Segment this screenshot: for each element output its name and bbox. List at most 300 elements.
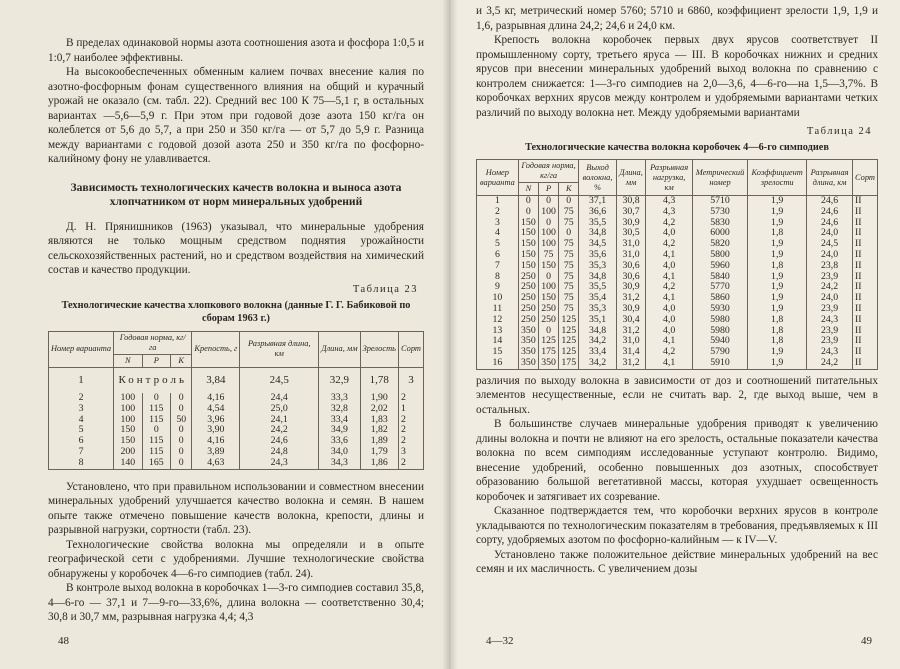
t24-cell-n: 0 xyxy=(518,196,538,207)
t24-cell-num: 12 xyxy=(477,315,519,326)
t24-cell-length: 30,5 xyxy=(616,228,646,239)
t24-row xyxy=(477,272,878,283)
t24-cell-p: 100 xyxy=(538,282,558,293)
t24-cell-num: 13 xyxy=(477,326,519,337)
t24-cell-k: 75 xyxy=(559,239,579,250)
t24-cell-yield: 34,8 xyxy=(579,272,616,283)
t24-cell-n: 250 xyxy=(518,293,538,304)
t23-cell-strength: 4,16 xyxy=(192,393,240,404)
t24-row xyxy=(477,336,878,347)
t24-cell-n: 250 xyxy=(518,272,538,283)
t23-cell-breaking: 24,3 xyxy=(240,458,319,469)
right-paragraph-4: В большинстве случаев минеральные удобрения приводят к увеличению длины волокна и почти не влияют на его зрелость, остальные показатели качества волокна по всем симподиям исследованные уступают контролю. Видимо, внесение удобрений, особенно повышенных доз азотных, способствует образованию большой вегетативной массы, которая ухудшает освещенность коробочек и затягивает их созревание. xyxy=(476,418,878,503)
t24-cell-coef: 1,9 xyxy=(748,347,807,358)
t23-row xyxy=(49,404,424,415)
t24-cell-grade: II xyxy=(852,282,877,293)
t24-cell-num: 15 xyxy=(477,347,519,358)
t24-cell-load: 4,1 xyxy=(646,293,693,304)
t24-header-norm: Годовая норма, кг/га xyxy=(518,160,579,183)
t24-cell-num: 1 xyxy=(477,196,519,207)
left-paragraph-3: Д. Н. Прянишников (1963) указывал, что минеральные удобрения являются не только мощным средством поднятия урожайности сельскохозяйственных растений, но и средством воздействия на химический состав и качество продукции. xyxy=(48,220,424,276)
t24-cell-num: 8 xyxy=(477,272,519,283)
t24-cell-coef: 1,9 xyxy=(748,207,807,218)
t24-header-grade: Сорт xyxy=(852,160,877,196)
t23-cell-grade: 2 xyxy=(398,415,423,426)
t23-cell-length: 34,3 xyxy=(319,458,360,469)
t24-cell-breaking: 23,9 xyxy=(807,336,853,347)
t24-cell-yield: 35,5 xyxy=(579,218,616,229)
t24-cell-breaking: 24,3 xyxy=(807,315,853,326)
table-24 xyxy=(476,159,878,370)
table-24-caption: Таблица 24 xyxy=(806,126,872,137)
t24-cell-p: 0 xyxy=(538,272,558,283)
t24-cell-p: 250 xyxy=(538,304,558,315)
t24-cell-load: 4,0 xyxy=(646,261,693,272)
t24-cell-n: 250 xyxy=(518,304,538,315)
t23-cell-maturity: 1,82 xyxy=(360,425,398,436)
t23-cell-breaking: 24,6 xyxy=(240,436,319,447)
t24-row xyxy=(477,228,878,239)
page-number-left: 48 xyxy=(58,635,69,647)
t23-cell-p: 115 xyxy=(142,436,170,447)
t23-cell-p: 0 xyxy=(142,393,170,404)
left-paragraph-2: На высокообеспеченных обменным калием почвах внесение калия по азотно-фосфорным фонам существенного влияния на общий и курачный урожай не оказало (см. табл. 22). Средний вес 100 К 75—5,1 г, в остальных вариантах —5,6—5,9 г. При этом при годовой дозе азота 150 кг/га он колеблется от 5,6 до 5,7, а при 250 и 350 кг/га — от 5,7 до 5,9 г. Разница между вариантами с годовой дозой азота 250 и 350 кг/га по фосфорно-калийному фону не улавливается. xyxy=(48,66,424,165)
t24-row xyxy=(477,239,878,250)
t23-cell-strength: 3,84 xyxy=(192,367,240,393)
t24-cell-coef: 1,9 xyxy=(748,293,807,304)
t24-cell-grade: II xyxy=(852,261,877,272)
t23-cell-n: 100 xyxy=(114,393,142,404)
t24-cell-breaking: 23,9 xyxy=(807,304,853,315)
t24-cell-metric: 5980 xyxy=(692,326,747,337)
t24-row xyxy=(477,250,878,261)
t23-control-row xyxy=(49,367,424,393)
t24-row xyxy=(477,218,878,229)
t23-cell-p: 165 xyxy=(142,458,170,469)
t24-cell-n: 350 xyxy=(518,336,538,347)
t24-cell-num: 6 xyxy=(477,250,519,261)
t24-cell-breaking: 23,9 xyxy=(807,272,853,283)
t23-cell-strength: 3,96 xyxy=(192,415,240,426)
t24-cell-grade: II xyxy=(852,218,877,229)
t23-header-norm: Годовая норма, кг/га xyxy=(114,331,192,354)
t23-cell-strength: 4,63 xyxy=(192,458,240,469)
t23-cell-strength: 3,90 xyxy=(192,425,240,436)
t23-row xyxy=(49,415,424,426)
t24-cell-k: 0 xyxy=(559,196,579,207)
t24-cell-length: 30,6 xyxy=(616,272,646,283)
t23-header-breaking: Разрывная длина, км xyxy=(240,331,319,367)
t24-cell-yield: 34,2 xyxy=(579,358,616,369)
t23-cell-k: 0 xyxy=(171,425,192,436)
t23-cell-length: 33,6 xyxy=(319,436,360,447)
t23-cell-breaking: 25,0 xyxy=(240,404,319,415)
t24-cell-p: 350 xyxy=(538,358,558,369)
t24-cell-n: 250 xyxy=(518,282,538,293)
t23-cell-n: 150 xyxy=(114,425,142,436)
t24-cell-k: 175 xyxy=(559,358,579,369)
t24-cell-metric: 5730 xyxy=(692,207,747,218)
t24-cell-k: 75 xyxy=(559,207,579,218)
t23-cell-length: 34,9 xyxy=(319,425,360,436)
t24-header-breaking: Разрывная длина, км xyxy=(807,160,853,196)
t24-cell-grade: II xyxy=(852,336,877,347)
t23-header-k: K xyxy=(171,354,192,367)
t23-header-n: N xyxy=(114,354,142,367)
right-paragraph-2: Крепость волокна коробочек первых двух ярусов соответствует II промышленному сорту, третьего яруса — III. В коробочках нижних и средних ярусов при внесении минеральных удобрений выход волокна по сравнению с контролем снижается: 1—3-го симподиев на 2,0—3,6, 4—6-го—на 1,5—3,7%. В коробочках верхних ярусов между контролем и удобряемыми вариантами четких различий по выходу волокна нет. Между удобряемыми вариантами xyxy=(476,34,878,119)
t24-cell-coef: 1,9 xyxy=(748,304,807,315)
t24-cell-grade: II xyxy=(852,272,877,283)
t24-cell-length: 31,0 xyxy=(616,336,646,347)
t24-cell-p: 100 xyxy=(538,228,558,239)
t24-cell-load: 4,2 xyxy=(646,218,693,229)
t24-cell-num: 10 xyxy=(477,293,519,304)
t23-cell-maturity: 1,78 xyxy=(360,367,398,393)
t23-header-p: P xyxy=(142,354,170,367)
t24-cell-breaking: 24,3 xyxy=(807,347,853,358)
t24-cell-k: 125 xyxy=(559,336,579,347)
t24-cell-p: 75 xyxy=(538,250,558,261)
t24-cell-grade: II xyxy=(852,315,877,326)
t24-cell-k: 75 xyxy=(559,272,579,283)
t24-cell-metric: 5930 xyxy=(692,304,747,315)
t24-cell-coef: 1,9 xyxy=(748,250,807,261)
t24-cell-breaking: 24,5 xyxy=(807,239,853,250)
t24-cell-p: 250 xyxy=(538,315,558,326)
t23-cell-grade: 3 xyxy=(398,367,423,393)
t24-cell-grade: II xyxy=(852,250,877,261)
t24-cell-coef: 1,8 xyxy=(748,326,807,337)
t24-cell-metric: 5830 xyxy=(692,218,747,229)
t24-cell-k: 125 xyxy=(559,326,579,337)
t24-cell-k: 75 xyxy=(559,304,579,315)
t24-cell-num: 14 xyxy=(477,336,519,347)
table-23-title: Технологические качества хлопкового волокна (данные Г. Г. Бабиковой по сборам 1963 г.) xyxy=(61,299,411,324)
t24-cell-k: 75 xyxy=(559,218,579,229)
t24-cell-load: 4,0 xyxy=(646,304,693,315)
t24-cell-num: 4 xyxy=(477,228,519,239)
t23-header-length: Длина, мм xyxy=(319,331,360,367)
t24-cell-load: 4,2 xyxy=(646,282,693,293)
t24-cell-p: 150 xyxy=(538,293,558,304)
t24-cell-metric: 5940 xyxy=(692,336,747,347)
t24-cell-length: 30,6 xyxy=(616,261,646,272)
t24-cell-length: 30,4 xyxy=(616,315,646,326)
t24-cell-yield: 35,4 xyxy=(579,293,616,304)
t24-cell-metric: 5960 xyxy=(692,261,747,272)
t24-cell-load: 4,0 xyxy=(646,315,693,326)
t24-cell-n: 150 xyxy=(518,228,538,239)
t23-header-num: Номер варианта xyxy=(49,331,114,367)
left-paragraph-4: Установлено, что при правильном использовании и совместном внесении минеральных удобрений улучшается качество волокна и семян. В нашем опыте также отмечено повышение качеств волокна, крепости, длины и разрывной нагрузки, сортности (табл. 23). xyxy=(48,480,424,537)
right-paragraph-6: Установлено также положительное действие минеральных удобрений на вес семян и их масличность. С увеличением дозы xyxy=(476,548,878,576)
t24-row xyxy=(477,293,878,304)
t23-cell-k: 0 xyxy=(171,404,192,415)
t24-header-p: P xyxy=(538,183,558,196)
t24-header-num: Номер варианта xyxy=(477,160,519,196)
t24-cell-length: 30,9 xyxy=(616,218,646,229)
t24-cell-breaking: 24,6 xyxy=(807,218,853,229)
t23-cell-maturity: 1,89 xyxy=(360,436,398,447)
t24-cell-breaking: 23,9 xyxy=(807,326,853,337)
t23-cell-grade: 2 xyxy=(398,436,423,447)
t24-cell-metric: 5910 xyxy=(692,358,747,369)
t23-row xyxy=(49,458,424,469)
t24-row xyxy=(477,326,878,337)
t24-cell-metric: 5800 xyxy=(692,250,747,261)
left-paragraph-5: Технологические свойства волокна мы определяли и в опыте географической сети с удобрениями. Лучшие технологические свойства обнаружены у коробочек 4—6-го симподиев (табл. 24). xyxy=(48,538,424,580)
t24-row xyxy=(477,196,878,207)
t24-header-load: Разрывная нагрузка, км xyxy=(646,160,693,196)
t24-cell-num: 9 xyxy=(477,282,519,293)
t23-cell-n: 150 xyxy=(114,436,142,447)
t23-body xyxy=(49,367,424,469)
t23-cell-k: 0 xyxy=(171,447,192,458)
t24-cell-p: 100 xyxy=(538,239,558,250)
t24-row xyxy=(477,358,878,369)
t23-cell-maturity: 2,02 xyxy=(360,404,398,415)
right-page xyxy=(450,0,900,669)
t24-cell-breaking: 24,0 xyxy=(807,293,853,304)
t24-cell-yield: 35,1 xyxy=(579,315,616,326)
t23-cell-maturity: 1,90 xyxy=(360,393,398,404)
t24-cell-coef: 1,9 xyxy=(748,358,807,369)
t24-cell-metric: 5820 xyxy=(692,239,747,250)
t23-cell-k: 0 xyxy=(171,436,192,447)
t23-cell-length: 33,4 xyxy=(319,415,360,426)
t23-cell-control: Контроль xyxy=(114,367,192,393)
t23-cell-grade: 2 xyxy=(398,393,423,404)
t24-cell-n: 0 xyxy=(518,207,538,218)
t24-cell-length: 30,7 xyxy=(616,207,646,218)
t24-cell-coef: 1,9 xyxy=(748,218,807,229)
t24-row xyxy=(477,347,878,358)
t23-cell-k: 0 xyxy=(171,393,192,404)
t24-cell-n: 250 xyxy=(518,315,538,326)
left-paragraph-1: В пределах одинаковой нормы азота соотношения азота и фосфора 1:0,5 и 1:0,7 наиболее эффективны. xyxy=(48,37,424,64)
t24-cell-yield: 35,3 xyxy=(579,261,616,272)
t24-cell-coef: 1,8 xyxy=(748,261,807,272)
t24-cell-grade: II xyxy=(852,358,877,369)
t24-cell-k: 75 xyxy=(559,250,579,261)
t24-cell-coef: 1,9 xyxy=(748,239,807,250)
t24-cell-coef: 1,8 xyxy=(748,336,807,347)
t24-cell-breaking: 24,0 xyxy=(807,250,853,261)
t23-cell-num: 3 xyxy=(49,404,114,415)
t23-cell-grade: 3 xyxy=(398,447,423,458)
t24-cell-yield: 34,8 xyxy=(579,326,616,337)
t24-cell-metric: 5770 xyxy=(692,282,747,293)
t23-row xyxy=(49,436,424,447)
t23-cell-maturity: 1,79 xyxy=(360,447,398,458)
table-24-title: Технологические качества волокна коробочек 4—6-го симподиев xyxy=(525,142,829,153)
t24-cell-load: 4,0 xyxy=(646,228,693,239)
t23-cell-n: 140 xyxy=(114,458,142,469)
t24-cell-length: 30,9 xyxy=(616,282,646,293)
t24-cell-grade: II xyxy=(852,196,877,207)
t24-cell-num: 3 xyxy=(477,218,519,229)
t24-cell-k: 75 xyxy=(559,261,579,272)
t23-cell-grade: 1 xyxy=(398,404,423,415)
t23-cell-k: 50 xyxy=(171,415,192,426)
t23-cell-p: 115 xyxy=(142,404,170,415)
t23-cell-length: 33,3 xyxy=(319,393,360,404)
t24-cell-length: 30,9 xyxy=(616,304,646,315)
t24-cell-coef: 1,9 xyxy=(748,282,807,293)
t24-cell-yield: 35,6 xyxy=(579,250,616,261)
t24-cell-load: 4,3 xyxy=(646,207,693,218)
t23-cell-strength: 4,16 xyxy=(192,436,240,447)
t24-cell-metric: 5840 xyxy=(692,272,747,283)
t24-cell-k: 75 xyxy=(559,293,579,304)
t23-cell-breaking: 24,1 xyxy=(240,415,319,426)
t24-cell-n: 150 xyxy=(518,239,538,250)
t24-cell-breaking: 24,0 xyxy=(807,228,853,239)
t24-cell-n: 150 xyxy=(518,218,538,229)
t23-cell-strength: 4,54 xyxy=(192,404,240,415)
t24-cell-p: 0 xyxy=(538,196,558,207)
t24-header-metric: Метрический номер xyxy=(692,160,747,196)
t24-row xyxy=(477,261,878,272)
t24-cell-coef: 1,8 xyxy=(748,228,807,239)
t24-cell-yield: 35,5 xyxy=(579,282,616,293)
t24-cell-coef: 1,9 xyxy=(748,272,807,283)
t23-header-grade: Сорт xyxy=(398,331,423,367)
t24-cell-yield: 34,8 xyxy=(579,228,616,239)
t24-cell-load: 4,3 xyxy=(646,196,693,207)
t23-cell-strength: 3,89 xyxy=(192,447,240,458)
t23-cell-num: 2 xyxy=(49,393,114,404)
t23-cell-num: 8 xyxy=(49,458,114,469)
t24-cell-grade: II xyxy=(852,293,877,304)
t24-cell-n: 350 xyxy=(518,358,538,369)
t24-cell-metric: 5860 xyxy=(692,293,747,304)
t24-body xyxy=(477,196,878,370)
t24-cell-breaking: 24,2 xyxy=(807,358,853,369)
t24-cell-length: 30,8 xyxy=(616,196,646,207)
t24-cell-length: 31,0 xyxy=(616,250,646,261)
t24-cell-length: 31,2 xyxy=(616,326,646,337)
t23-row xyxy=(49,393,424,404)
page-number-right: 49 xyxy=(861,635,872,647)
t24-cell-load: 4,2 xyxy=(646,347,693,358)
t24-header-length: Длина, мм xyxy=(616,160,646,196)
t24-cell-n: 350 xyxy=(518,347,538,358)
t23-row xyxy=(49,425,424,436)
t24-cell-metric: 5710 xyxy=(692,196,747,207)
t24-cell-p: 175 xyxy=(538,347,558,358)
t24-cell-grade: II xyxy=(852,228,877,239)
t24-row xyxy=(477,315,878,326)
t24-cell-grade: II xyxy=(852,207,877,218)
t23-cell-breaking: 24,2 xyxy=(240,425,319,436)
t23-cell-p: 0 xyxy=(142,425,170,436)
t24-cell-yield: 36,6 xyxy=(579,207,616,218)
t24-cell-grade: II xyxy=(852,326,877,337)
t24-cell-load: 4,1 xyxy=(646,336,693,347)
t24-cell-yield: 33,4 xyxy=(579,347,616,358)
t23-header-maturity: Зрелость xyxy=(360,331,398,367)
t24-cell-length: 31,0 xyxy=(616,239,646,250)
t24-cell-yield: 34,2 xyxy=(579,336,616,347)
t23-cell-p: 115 xyxy=(142,415,170,426)
t24-header-yield: Выход волокна, % xyxy=(579,160,616,196)
t23-cell-length: 32,8 xyxy=(319,404,360,415)
t24-cell-yield: 34,5 xyxy=(579,239,616,250)
t24-row xyxy=(477,207,878,218)
t24-cell-k: 0 xyxy=(559,228,579,239)
t23-cell-num: 7 xyxy=(49,447,114,458)
t24-header-coef: Коэффициент зрелости xyxy=(748,160,807,196)
right-paragraph-1: и 3,5 кг, метрический номер 5760; 5710 и 6860, коэффициент зрелости 1,9, 1,9 и 1,6, разрывная длина 24,2; 24,6 и 24,0 км. xyxy=(476,5,878,32)
t24-cell-n: 150 xyxy=(518,261,538,272)
t24-row xyxy=(477,282,878,293)
t24-cell-breaking: 24,2 xyxy=(807,282,853,293)
t23-cell-n: 200 xyxy=(114,447,142,458)
t24-cell-yield: 37,1 xyxy=(579,196,616,207)
printer-signature: 4—32 xyxy=(486,635,514,647)
right-paragraph-5: Сказанное подтверждается тем, что коробочки верхних ярусов в контроле укладываются по технологическим показателям в требования, предъявляемых к III сорту, удобряемых азотом по фосфорно-калийным — к IV—V. xyxy=(476,505,878,547)
t23-cell-breaking: 24,5 xyxy=(240,367,319,393)
t24-cell-p: 0 xyxy=(538,218,558,229)
t24-cell-metric: 5980 xyxy=(692,315,747,326)
t23-cell-breaking: 24,8 xyxy=(240,447,319,458)
t24-cell-metric: 5790 xyxy=(692,347,747,358)
section-heading: Зависимость технологических качеств волокна и выноса азота хлопчатником от норм минеральных удобрений xyxy=(70,180,402,208)
t24-cell-num: 16 xyxy=(477,358,519,369)
t23-cell-p: 115 xyxy=(142,447,170,458)
t24-cell-load: 4,1 xyxy=(646,250,693,261)
t23-cell-num: 5 xyxy=(49,425,114,436)
t24-cell-breaking: 24,6 xyxy=(807,207,853,218)
t24-cell-length: 31,2 xyxy=(616,358,646,369)
t23-cell-n: 100 xyxy=(114,404,142,415)
t24-cell-breaking: 23,8 xyxy=(807,261,853,272)
t24-cell-n: 350 xyxy=(518,326,538,337)
t24-cell-load: 4,0 xyxy=(646,326,693,337)
t23-cell-length: 32,9 xyxy=(319,367,360,393)
t24-cell-num: 11 xyxy=(477,304,519,315)
t23-cell-num: 1 xyxy=(49,367,114,393)
t24-cell-num: 7 xyxy=(477,261,519,272)
t24-row xyxy=(477,304,878,315)
t24-cell-load: 4,2 xyxy=(646,239,693,250)
t24-cell-p: 100 xyxy=(538,207,558,218)
t23-header-strength: Крепость, г xyxy=(192,331,240,367)
t24-cell-grade: II xyxy=(852,347,877,358)
t24-cell-grade: II xyxy=(852,239,877,250)
t23-cell-grade: 2 xyxy=(398,425,423,436)
t24-cell-p: 150 xyxy=(538,261,558,272)
t23-cell-grade: 2 xyxy=(398,458,423,469)
t24-cell-k: 125 xyxy=(559,347,579,358)
t23-cell-num: 4 xyxy=(49,415,114,426)
t24-cell-num: 5 xyxy=(477,239,519,250)
t24-cell-load: 4,1 xyxy=(646,358,693,369)
t23-cell-breaking: 24,4 xyxy=(240,393,319,404)
table-23 xyxy=(48,331,424,470)
t24-cell-k: 75 xyxy=(559,282,579,293)
t23-cell-length: 34,0 xyxy=(319,447,360,458)
t23-row xyxy=(49,447,424,458)
t23-cell-n: 100 xyxy=(114,415,142,426)
t23-cell-maturity: 1,83 xyxy=(360,415,398,426)
t24-cell-length: 31,2 xyxy=(616,293,646,304)
table-23-caption: Таблица 23 xyxy=(352,283,418,295)
t23-cell-k: 0 xyxy=(171,458,192,469)
t24-cell-n: 150 xyxy=(518,250,538,261)
t24-cell-length: 31,4 xyxy=(616,347,646,358)
